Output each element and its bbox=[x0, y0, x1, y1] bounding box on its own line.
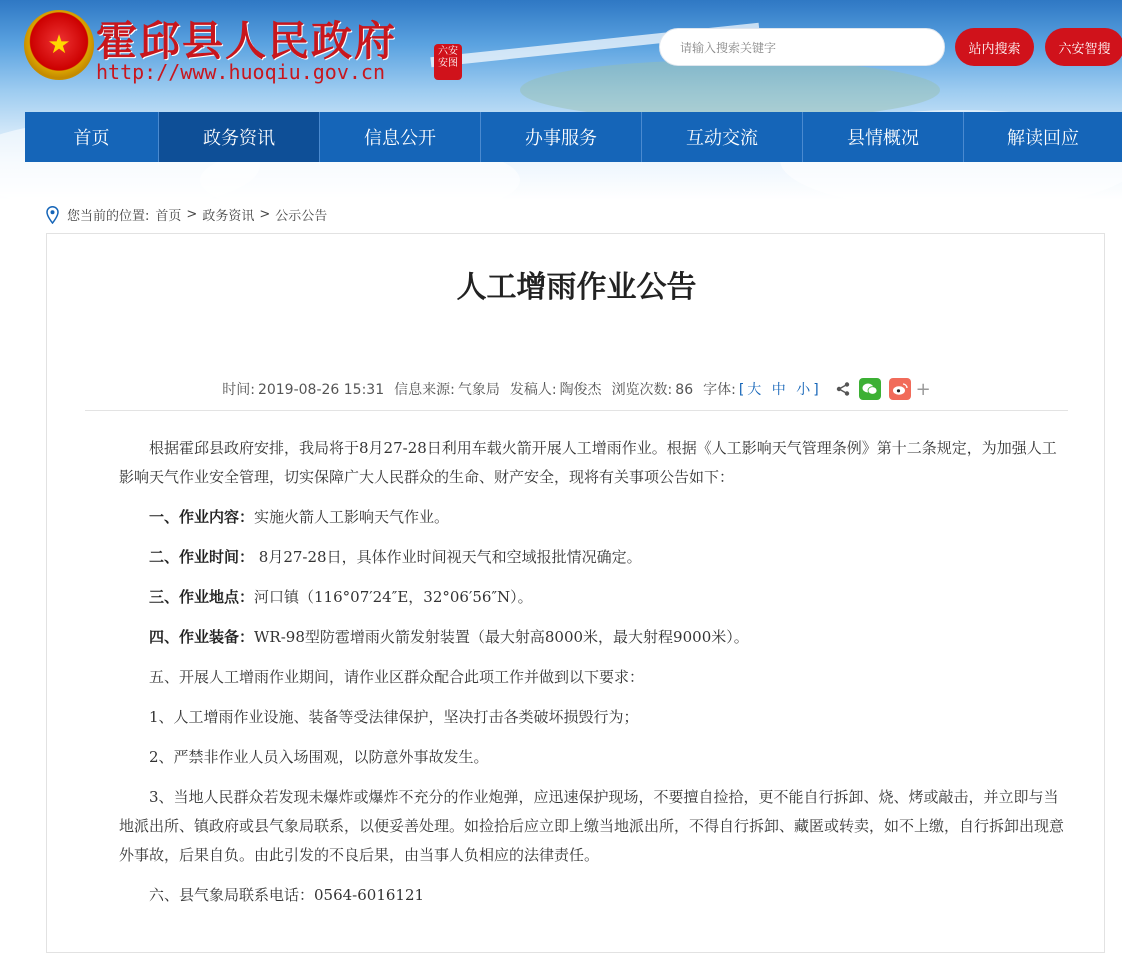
breadcrumb-separator: > bbox=[186, 207, 198, 222]
paragraph-text: 根据霍邱县政府安排，我局将于8月27-28日利用车载火箭开展人工增雨作业。根据《人工影响天气管理条例》第十二条规定，为加强人工影响天气作业安全管理，切实保障广大人民群众的生命、财产安全，现将有关事项公告如下： bbox=[119, 439, 1057, 486]
paragraph-item bbox=[119, 703, 1069, 732]
header-island-graphic bbox=[520, 60, 940, 120]
site-title[interactable]: 霍邱县人民政府 bbox=[96, 17, 397, 65]
paragraph-item bbox=[119, 543, 1069, 572]
paragraph-intro bbox=[119, 434, 1069, 492]
article-body bbox=[119, 434, 1069, 921]
search-box bbox=[659, 28, 945, 66]
paragraph-text: 1、人工增雨作业设施、装备等受法律保护，坚决打击各类破坏损毁行为； bbox=[149, 708, 639, 726]
national-emblem-icon: ★ bbox=[24, 10, 94, 80]
breadcrumb bbox=[46, 205, 327, 224]
paragraph-text: 五、开展人工增雨作业期间，请作业区群众配合此项工作并做到以下要求： bbox=[149, 668, 645, 686]
meta-author-label: 发稿人: bbox=[509, 382, 557, 398]
paragraph-item bbox=[119, 503, 1069, 532]
paragraph-text: 2、严禁非作业人员入场围观，以防意外事故发生。 bbox=[149, 748, 489, 766]
main-nav bbox=[25, 112, 1122, 162]
paragraph-text: 3、当地人民群众若发现未爆炸或爆炸不充分的作业炮弹，应迅速保护现场，不要擅自捡拾，更不能自行拆卸、烧、烤或敲击，并立即与当地派出所、镇政府或县气象局联系，以便妥善处理。如捡拾后应立即上缴当地派出所，不得自行拆卸、藏匿或转卖，如不上缴，自行拆卸出现意外事故，后果自负。由此引发的不良后果，由当事人负相应的法律责任。 bbox=[119, 788, 1065, 864]
nav-item-interaction[interactable]: 互动交流 bbox=[642, 112, 803, 162]
breadcrumb-notices-link[interactable]: 公示公告 bbox=[275, 209, 328, 224]
breadcrumb-news-link[interactable]: 政务资讯 bbox=[202, 209, 255, 224]
nav-item-interpretation[interactable]: 解读回应 bbox=[1007, 128, 1079, 149]
seal-logo: 六安 安图 bbox=[434, 44, 462, 80]
paragraph-lead: 二、作业时间： bbox=[149, 548, 255, 566]
paragraph-item bbox=[119, 783, 1069, 870]
breadcrumb-separator: > bbox=[259, 207, 271, 222]
paragraph-lead: 一、作业内容： bbox=[149, 508, 255, 526]
paragraph-text: WR-98型防雹增雨火箭发射装置（最大射高8000米，最大射程9000米）。 bbox=[254, 628, 749, 646]
paragraph-item bbox=[119, 583, 1069, 612]
more-share-plus-icon[interactable]: + bbox=[915, 378, 931, 400]
meta-views-label: 浏览次数: bbox=[611, 382, 673, 398]
paragraph-item bbox=[119, 881, 1069, 910]
search-input[interactable] bbox=[678, 29, 922, 67]
breadcrumb-prefix: 您当前的位置: bbox=[67, 209, 150, 224]
paragraph-text: 河口镇（116°07′24″E，32°06′56″N）。 bbox=[254, 588, 533, 606]
site-url: http://www.huoqiu.gov.cn bbox=[96, 60, 385, 84]
paragraph-lead: 三、作业地点： bbox=[149, 588, 255, 606]
font-size-switcher[interactable]: [大 中 小] bbox=[738, 382, 822, 398]
article-meta bbox=[47, 378, 1106, 400]
meta-time: 2019-08-26 15:31 bbox=[257, 382, 385, 398]
nav-item-county-overview[interactable]: 县情概况 bbox=[803, 112, 964, 162]
breadcrumb-home-link[interactable]: 首页 bbox=[155, 209, 182, 224]
meta-views: 86 bbox=[675, 382, 694, 398]
paragraph-text: 8月27-28日，具体作业时间视天气和空域报批情况确定。 bbox=[254, 548, 642, 566]
nav-item-services[interactable]: 办事服务 bbox=[481, 112, 642, 162]
meta-font-label: 字体: bbox=[703, 382, 736, 398]
wechat-icon[interactable] bbox=[859, 378, 881, 400]
article-title: 人工增雨作业公告 bbox=[456, 270, 697, 305]
nav-item-news[interactable]: 政务资讯 bbox=[159, 112, 320, 162]
nav-item-info-disclosure[interactable]: 信息公开 bbox=[320, 112, 481, 162]
site-search-button[interactable]: 站内搜索 bbox=[955, 28, 1034, 66]
meta-divider bbox=[85, 410, 1068, 411]
paragraph-text: 实施火箭人工影响天气作业。 bbox=[254, 508, 450, 526]
weibo-icon[interactable] bbox=[889, 378, 911, 400]
site-header bbox=[0, 0, 1122, 200]
meta-author: 陶俊杰 bbox=[559, 382, 602, 398]
location-pin-icon bbox=[46, 206, 59, 224]
paragraph-item bbox=[119, 743, 1069, 772]
meta-source-label: 信息来源: bbox=[394, 382, 455, 398]
share-icon[interactable] bbox=[835, 381, 851, 397]
meta-source: 气象局 bbox=[457, 382, 500, 398]
smart-search-button[interactable]: 六安智搜 bbox=[1045, 28, 1122, 66]
meta-time-label: 时间: bbox=[222, 382, 255, 398]
paragraph-text: 六、县气象局联系电话：0564-6016121 bbox=[149, 886, 425, 904]
paragraph-item bbox=[119, 623, 1069, 652]
paragraph-lead: 四、作业装备： bbox=[149, 628, 255, 646]
paragraph-item bbox=[119, 663, 1069, 692]
nav-item-home[interactable]: 首页 bbox=[25, 112, 159, 162]
article-container bbox=[46, 233, 1105, 953]
